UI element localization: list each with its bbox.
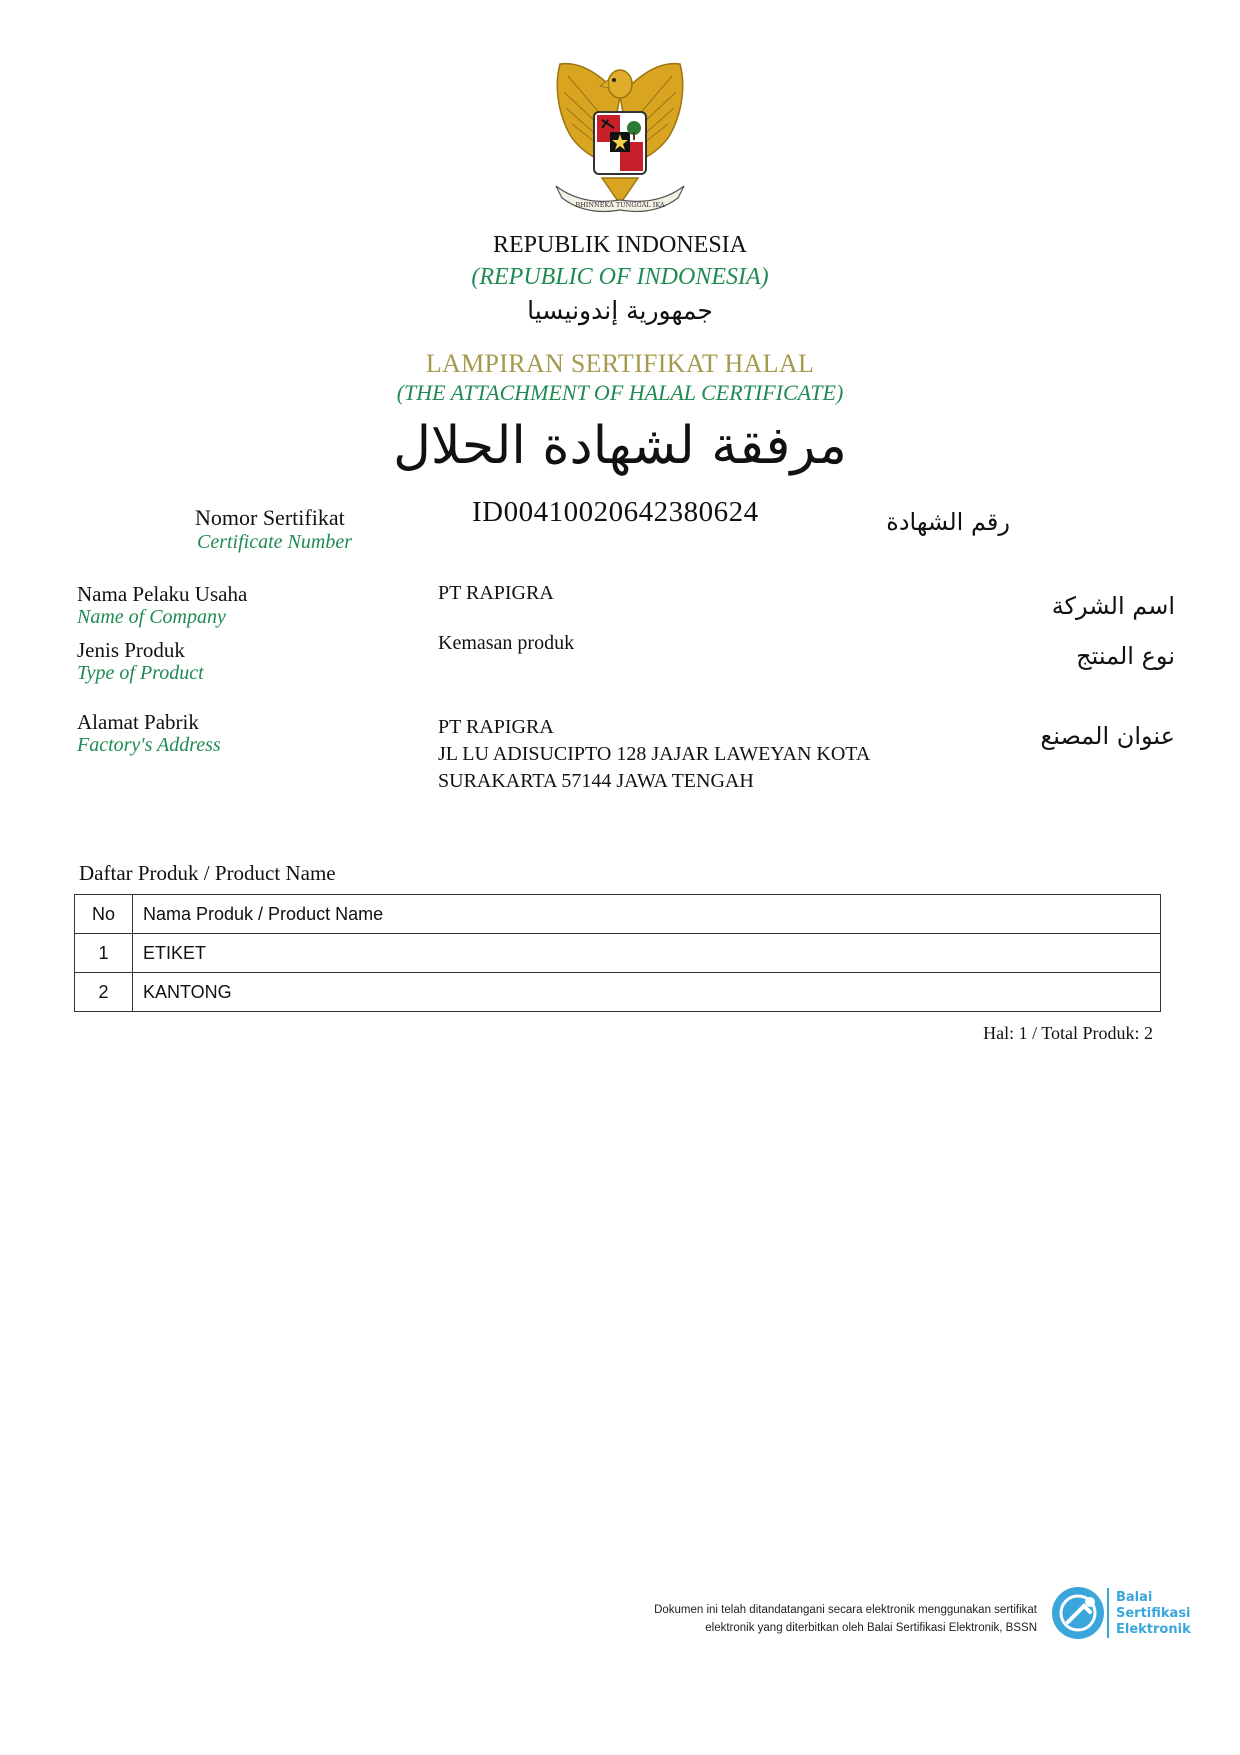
svg-text:BHINNEKA TUNGGAL IKA: BHINNEKA TUNGGAL IKA xyxy=(575,201,665,209)
svg-text:Sertifikasi: Sertifikasi xyxy=(1116,1606,1191,1621)
company-label-ar: اسم الشركة xyxy=(1051,592,1175,620)
table-header-row xyxy=(75,895,1161,934)
certificate-number-label-en: Certificate Number xyxy=(197,531,352,553)
garuda-emblem-icon xyxy=(542,56,698,216)
product-table xyxy=(74,894,1161,1012)
company-label: Nama Pelaku Usaha xyxy=(77,582,248,606)
product-name: ETIKET xyxy=(133,934,1161,973)
country-title-ar: جمهورية إندونيسيا xyxy=(527,296,713,325)
bsre-logo-icon xyxy=(1050,1582,1206,1644)
row-number: 2 xyxy=(75,973,133,1012)
e-signature-notice: Dokumen ini telah ditandatangani secara elektronik menggunakan sertifikat elektronik yang diterbitkan oleh Balai Sertifikasi Elektronik, BSSN xyxy=(654,1604,1037,1634)
page-info: Hal: 1 / Total Produk: 2 xyxy=(983,1023,1153,1043)
document-title-ar: مرفقة لشهادة الحلال xyxy=(393,416,847,476)
row-number: 1 xyxy=(75,934,133,973)
factory-address-value: PT RAPIGRA JL LU ADISUCIPTO 128 JAJAR LAWEYAN KOTA SURAKARTA 57144 JAWA TENGAH xyxy=(438,716,871,792)
product-name: KANTONG xyxy=(133,973,1161,1012)
product-type-label-ar: نوع المنتج xyxy=(1076,642,1175,670)
table-row xyxy=(75,973,1161,1012)
document-title: LAMPIRAN SERTIFIKAT HALAL xyxy=(425,349,815,378)
country-title-en: (REPUBLIC OF INDONESIA) xyxy=(471,264,769,290)
product-list-title: Daftar Produk / Product Name xyxy=(79,861,336,885)
document-title-en: (THE ATTACHMENT OF HALAL CERTIFICATE) xyxy=(396,380,844,405)
certificate-number-value: ID00410020642380624 xyxy=(472,496,759,528)
factory-address-label-ar: عنوان المصنع xyxy=(1040,722,1175,750)
company-label-en: Name of Company xyxy=(77,606,226,628)
svg-text:Balai: Balai xyxy=(1116,1590,1153,1605)
table-row xyxy=(75,934,1161,973)
certificate-number-label-ar: رقم الشهادة xyxy=(886,508,1010,536)
company-value: PT RAPIGRA xyxy=(438,582,554,604)
product-type-label: Jenis Produk xyxy=(77,638,185,662)
column-header-no: No xyxy=(75,895,133,934)
certificate-number-label: Nomor Sertifikat xyxy=(195,505,345,530)
svg-text:Elektronik: Elektronik xyxy=(1116,1622,1191,1637)
product-type-value: Kemasan produk xyxy=(438,632,575,654)
country-title: REPUBLIK INDONESIA xyxy=(493,232,747,258)
column-header-product-name: Nama Produk / Product Name xyxy=(133,895,1161,934)
factory-address-label: Alamat Pabrik xyxy=(77,710,199,734)
factory-address-label-en: Factory's Address xyxy=(77,734,221,756)
product-type-label-en: Type of Product xyxy=(77,662,204,684)
